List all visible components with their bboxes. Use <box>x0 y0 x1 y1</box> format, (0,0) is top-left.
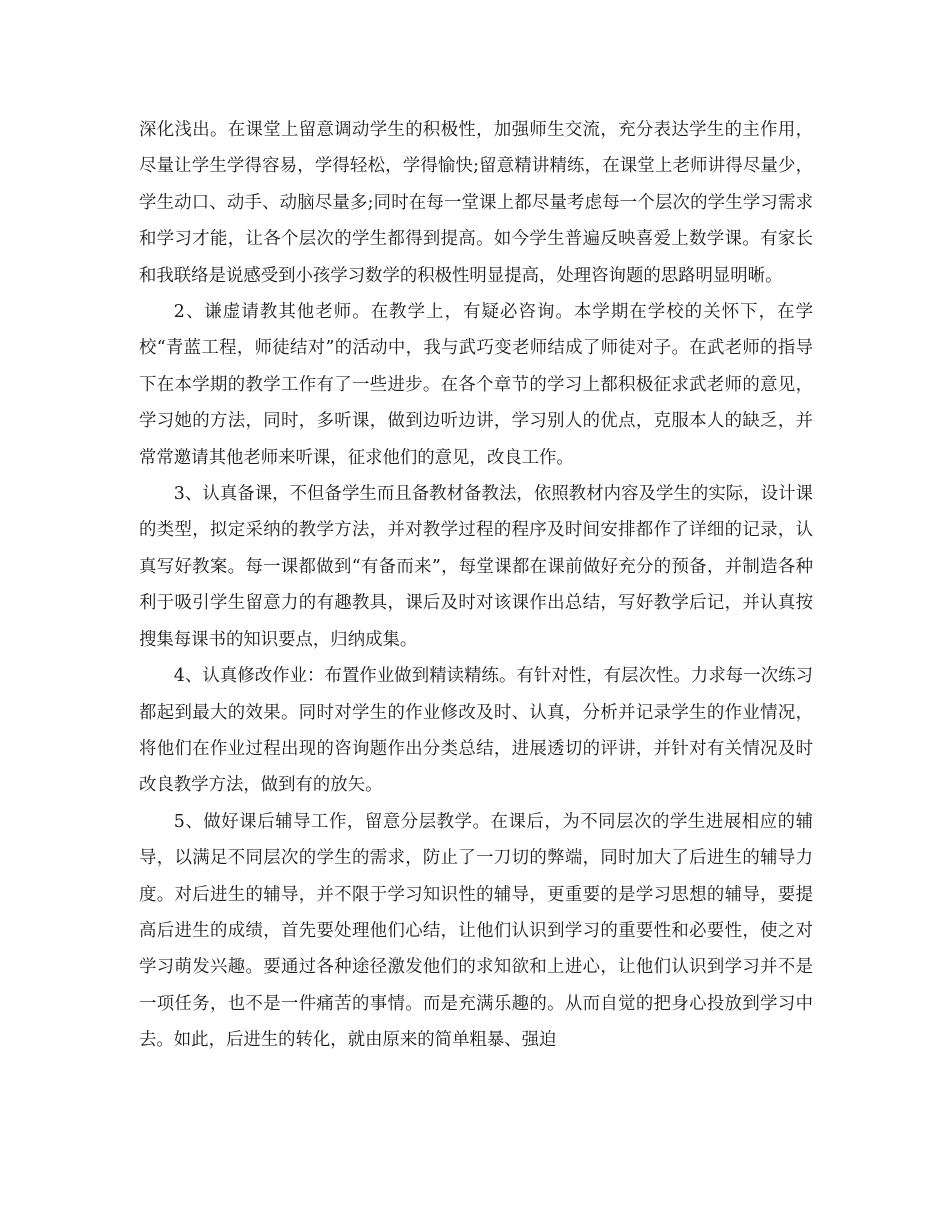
paragraph-2: 2、谦虚请教其他老师。在教学上，有疑必咨询。本学期在学校的关怀下，在学校“青蓝工程，师徒结对”的活动中，我与武巧变老师结成了师徒对子。在武老师的指导下在本学期的教学工作有了一些进步。在各个章节的学习上都积极征求武老师的意见，学习她的方法，同时，多听课，做到边听边讲，学习别人的优点，克服本人的缺乏，并常常邀请其他老师来听课，征求他们的意见，改良工作。 <box>139 302 813 468</box>
document-body <box>139 112 813 1059</box>
paragraph-5: 5、做好课后辅导工作，留意分层教学。在课后，为不同层次的学生进展相应的辅导，以满足不同层次的学生的需求，防止了一刀切的弊端，同时加大了后进生的辅导力度。对后进生的辅导，并不限于学习知识性的辅导，更重要的是学习思想的辅导，要提高后进生的成绩，首先要处理他们心结，让他们认识到学习的重要性和必要性，使之对学习萌发兴趣。要通过各种途径激发他们的求知欲和上进心，让他们认识到学习并不是一项任务，也不是一件痛苦的事情。而是充满乐趣的。从而自觉的把身心投放到学习中去。如此，后进生的转化，就由原来的简单粗暴、强迫 <box>139 811 813 1051</box>
paragraph-1: 深化浅出。在课堂上留意调动学生的积极性，加强师生交流，充分表达学生的主作用，尽量让学生学得容易，学得轻松，学得愉快;留意精讲精练，在课堂上老师讲得尽量少，学生动口、动手、动脑尽量多;同时在每一堂课上都尽量考虑每一个层次的学生学习需求和学习才能，让各个层次的学生都得到提高。如今学生普遍反映喜爱上数学课。有家长和我联络是说感受到小孩学习数学的积极性明显提高，处理咨询题的思路明显明晰。 <box>139 120 813 286</box>
paragraph-3: 3、认真备课，不但备学生而且备教材备教法，依照教材内容及学生的实际，设计课的类型，拟定采纳的教学方法，并对教学过程的程序及时间安排都作了详细的记录，认真写好教案。每一课都做到“有备而来”，每堂课都在课前做好充分的预备，并制造各种利于吸引学生留意力的有趣教具，课后及时对该课作出总结，写好教学后记，并认真按搜集每课书的知识要点，归纳成集。 <box>139 484 813 650</box>
paragraph-4: 4、认真修改作业：布置作业做到精读精练。有针对性，有层次性。力求每一次练习都起到最大的效果。同时对学生的作业修改及时、认真，分析并记录学生的作业情况，将他们在作业过程出现的咨询题作出分类总结，进展透切的评讲，并针对有关情况及时改良教学方法，做到有的放矢。 <box>139 666 813 796</box>
